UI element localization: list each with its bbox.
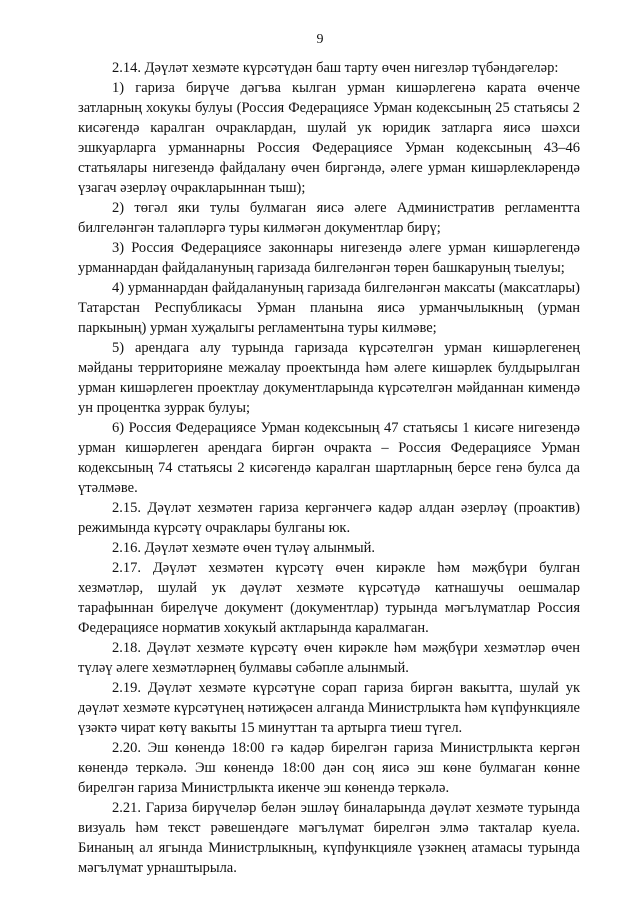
paragraph-item-5: 5) арендага алу турында гаризада күрсәтелгән урман кишәрлегенең мәйданы территорияне межалау проектында һәм әлеге кишәрлек булдырылган урман кишәрлеген проектлау документларында күрсәтелгән мәйданнан кимендә ун процентка зуррак булуы; <box>78 340 580 416</box>
paragraph-2-14: 2.14. Дәүләт хезмәте күрсәтүдән баш тарту өчен нигезләр түбәндәгеләр: <box>112 60 559 76</box>
paragraph-2-19: 2.19. Дәүләт хезмәте күрсәтүне сорап гариза биргән вакытта, шулай ук дәүләт хезмәте күрсәтүнең нәтиҗәсен алганда Министрлыкта һәм күпфункцияле үзәктә чират көтү вакыты 15 минуттан та артырга тиеш түгел. <box>78 680 580 736</box>
paragraph-2-20: 2.20. Эш көнендә 18:00 гә кадәр бирелгән гариза Министрлыкта кергән көнендә теркәлә. Эш көнендә 18:00 дән соң яисә эш көне булмаган көнне бирелгән гариза Министрлыкта икенче эш көнендә теркәлә. <box>78 740 580 796</box>
paragraph-item-4: 4) урманнардан файдалануның гаризада билгеләнгән максаты (максатлары) Татарстан Республикасы Урман планына яисә урманчылыкның (урман паркының) урман хуҗалыгы регламентына туры килмәве; <box>78 280 580 336</box>
paragraph-2-16: 2.16. Дәүләт хезмәте өчен түләү алынмый. <box>112 540 375 556</box>
paragraph-2-18: 2.18. Дәүләт хезмәте күрсәтү өчен кирәкле һәм мәҗбүри хезмәтләр өчен түләү әлеге хезмәтләрнең булмавы сәбәпле алынмый. <box>78 640 580 676</box>
paragraph-2-17: 2.17. Дәүләт хезмәтен күрсәтү өчен кирәкле һәм мәҗбүри булган хезмәтләр, шулай ук дәүләт хезмәте күрсәтүдә катнашучы оешмалар тарафыннан бирелүче документ (документлар) турында мәгълүматлар Россия Федерациясе норматив хокукый актларында каралмаган. <box>78 560 580 636</box>
paragraph-item-6: 6) Россия Федерациясе Урман кодексының 47 статьясы 1 кисәге нигезендә урман кишәрлеген арендага биргән очракта – Россия Федерациясе Урман кодексының 74 статьясы 2 кисәгендә каралган шартларның берсе генә булса да үтәлмәве. <box>78 420 580 496</box>
paragraph-item-1: 1) гариза бирүче дәгъва кылган урман кишәрлегенә карата өченче затларның хокукы булуы (Россия Федерациясе Урман кодексының 25 статьясы 2 кисәгендә каралган очраклардан, шулай ук юридик затларга яисә шәхси эшкуарларга урманнарны Россия Федерациясе Урман кодексының 43–46 статьялары нигезендә файдалану өчен биргәндә, әлеге урман кишәрлекләрендә үзагач әзерләү очракларыннан тыш); <box>78 80 580 196</box>
paragraph-item-2: 2) төгәл яки тулы булмаган яисә әлеге Административ регламентта билгеләнгән таләпләргә туры килмәгән документлар бирү; <box>78 200 580 236</box>
paragraph-2-21: 2.21. Гариза бирүчеләр белән эшләү биналарында дәүләт хезмәте турында визуаль һәм текст рәвешендәге мәгълүмат бирелгән элмә такталар куела. Бинаның ал ягында Министрлыкның, күпфункцияле үзәкнең атамасы турында мәгълүмат урнаштырыла. <box>78 800 580 876</box>
paragraph-2-15: 2.15. Дәүләт хезмәтен гариза кергәнчегә кадәр алдан әзерләү (проактив) режимында күрсәтү очраклары булганы юк. <box>78 500 580 536</box>
page-number: 9 <box>316 32 324 47</box>
paragraph-item-3: 3) Россия Федерациясе законнары нигезендә әлеге урман кишәрлегендә урманнардан файдалануның гаризада билгеләнгән төрен башкаруның тыелуы; <box>78 240 580 276</box>
document-body <box>78 58 580 878</box>
